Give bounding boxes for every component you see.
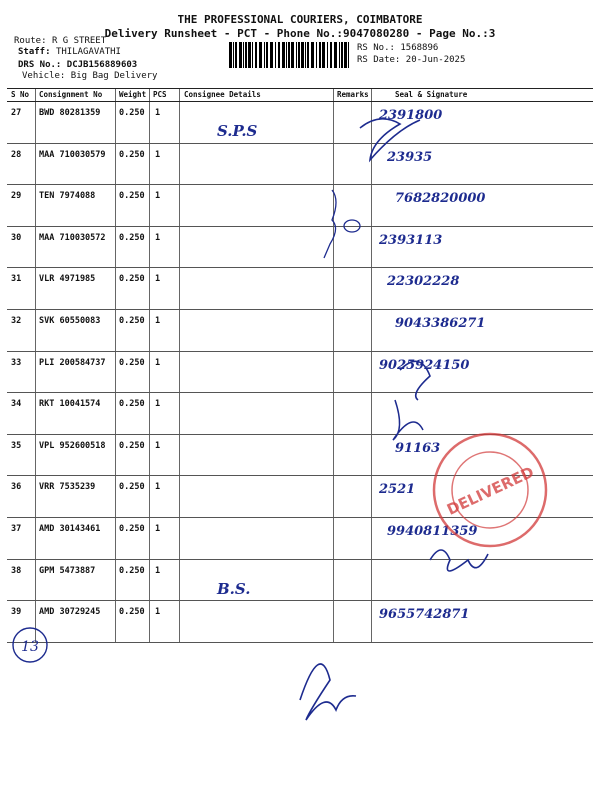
barcode-bar	[334, 42, 337, 68]
barcode-bar	[239, 42, 242, 68]
row-sno: 37	[11, 523, 22, 534]
row-consignee-handwriting: B.S.	[217, 579, 251, 598]
barcode-bar	[278, 42, 280, 68]
row-weight: 0.250	[119, 440, 145, 451]
barcode-bar	[259, 42, 262, 68]
page-mark: 13	[21, 639, 39, 655]
table-row	[7, 560, 593, 602]
row-signature-handwriting: 2393113	[379, 232, 443, 248]
row-consignment-no: SVK 60550083	[39, 315, 101, 326]
barcode-bar	[286, 42, 287, 68]
col-signature: Seal & Signature	[395, 90, 468, 99]
table-header	[7, 88, 593, 102]
row-consignment-no: VLR 4971985	[39, 274, 96, 285]
rs-no-value: 1568896	[400, 43, 439, 53]
barcode-bar	[275, 42, 276, 68]
row-weight: 0.250	[119, 315, 145, 326]
row-weight: 0.250	[119, 565, 145, 576]
row-weight: 0.250	[119, 191, 145, 202]
drs-value: DCJB156889603	[66, 60, 138, 70]
row-consignment-no: AMD 30143461	[39, 523, 101, 534]
barcode	[229, 42, 352, 68]
table-body	[7, 102, 593, 643]
row-sno: 30	[11, 232, 22, 243]
row-consignment-no: TEN 7974088	[39, 191, 96, 202]
row-weight: 0.250	[119, 523, 145, 534]
row-sno: 35	[11, 440, 22, 451]
drs-line: DRS No.: DCJB156889603	[18, 60, 138, 70]
table-row	[7, 393, 593, 435]
col-consignee: Consignee Details	[184, 90, 261, 99]
vehicle-value: Big Bag Delivery	[70, 71, 158, 81]
barcode-bar	[266, 42, 268, 68]
row-consignment-no: MAA 710030572	[39, 232, 106, 243]
barcode-bar	[311, 42, 314, 68]
rs-date-line: RS Date: 20-Jun-2025	[357, 55, 466, 65]
barcode-bar	[235, 42, 237, 68]
col-remarks: Remarks	[337, 90, 369, 99]
table-row	[7, 352, 593, 394]
row-pcs: 1	[155, 565, 161, 576]
col-weight: Weight	[119, 90, 147, 99]
barcode-bar	[339, 42, 340, 68]
row-consignment-no: MAA 710030579	[39, 149, 106, 160]
barcode-bar	[288, 42, 290, 68]
row-pcs: 1	[155, 274, 161, 285]
runsheet-table	[7, 88, 593, 643]
barcode-bar	[296, 42, 297, 68]
row-weight: 0.250	[119, 274, 145, 285]
row-weight: 0.250	[119, 482, 145, 493]
company-title: THE PROFESSIONAL COURIERS, COIMBATORE	[177, 13, 423, 26]
barcode-bar	[264, 42, 265, 68]
barcode-bar	[319, 42, 321, 68]
row-signature-handwriting: 9940811359	[387, 523, 478, 539]
row-weight: 0.250	[119, 399, 145, 410]
row-pcs: 1	[155, 108, 161, 118]
barcode-bar	[245, 42, 247, 68]
row-consignment-no: GPM 5473887	[39, 565, 96, 576]
row-consignment-no: VRR 7535239	[39, 482, 96, 493]
row-sno: 32	[11, 315, 22, 326]
row-weight: 0.250	[119, 607, 145, 618]
row-weight: 0.250	[119, 232, 145, 243]
barcode-bar	[248, 42, 251, 68]
barcode-bar	[233, 42, 234, 68]
barcode-bar	[252, 42, 253, 68]
row-signature-handwriting: 2521	[379, 482, 416, 498]
barcode-bar	[270, 42, 273, 68]
barcode-bar	[282, 42, 285, 68]
barcode-bar	[301, 42, 304, 68]
barcode-bar	[316, 42, 317, 68]
vehicle-line: Vehicle: Big Bag Delivery	[22, 71, 158, 81]
row-signature-handwriting: 9025924150	[379, 357, 470, 373]
row-consignee-handwriting: S.P.S	[217, 122, 258, 140]
row-weight: 0.250	[119, 357, 145, 368]
row-sno: 36	[11, 482, 22, 493]
barcode-bar	[305, 42, 306, 68]
table-row	[7, 185, 593, 227]
row-consignment-no: BWD 80281359	[39, 108, 101, 118]
row-sno: 31	[11, 274, 22, 285]
row-sno: 33	[11, 357, 22, 368]
table-row	[7, 144, 593, 186]
row-sno: 38	[11, 565, 22, 576]
row-pcs: 1	[155, 440, 161, 451]
rs-no-line: RS No.: 1568896	[357, 43, 439, 53]
row-pcs: 1	[155, 232, 161, 243]
barcode-bar	[341, 42, 343, 68]
route-line: Route: R G STREET	[14, 36, 107, 46]
row-signature-handwriting: 7682820000	[395, 191, 486, 207]
table-row	[7, 268, 593, 310]
row-pcs: 1	[155, 482, 161, 493]
row-signature-handwriting: 91163	[395, 440, 441, 456]
row-signature-handwriting: 22302228	[387, 274, 460, 290]
col-pcs: PCS	[153, 90, 167, 99]
staff-line: Staff: THILAGAVATHI	[18, 47, 121, 57]
row-sno: 28	[11, 149, 22, 160]
row-weight: 0.250	[119, 108, 145, 118]
route-value: R G STREET	[51, 36, 107, 46]
table-row	[7, 102, 593, 144]
table-row	[7, 310, 593, 352]
barcode-bar	[255, 42, 257, 68]
row-consignment-no: AMD 30729245	[39, 607, 101, 618]
row-pcs: 1	[155, 315, 161, 326]
row-pcs: 1	[155, 357, 161, 368]
runsheet-subtitle: Delivery Runsheet - PCT - Phone No.:9047080280 - Page No.:3	[104, 27, 496, 40]
barcode-bar	[243, 42, 244, 68]
staff-value: THILAGAVATHI	[55, 47, 121, 57]
barcode-bar	[291, 42, 294, 68]
barcode-bar	[327, 42, 328, 68]
row-weight: 0.250	[119, 149, 145, 160]
row-signature-handwriting: 23935	[387, 149, 433, 165]
barcode-bar	[348, 42, 349, 68]
row-pcs: 1	[155, 607, 161, 618]
row-signature-handwriting: 9043386271	[395, 315, 486, 331]
row-signature-handwriting: 2391800	[379, 108, 443, 123]
row-sno: 39	[11, 607, 22, 618]
table-row	[7, 227, 593, 269]
col-sno: S No	[11, 90, 30, 99]
stamp-text: DELIVERED	[444, 462, 537, 519]
barcode-bar	[229, 42, 232, 68]
barcode-bar	[298, 42, 300, 68]
row-signature-handwriting: 9655742871	[379, 607, 470, 623]
row-sno: 27	[11, 108, 22, 118]
rs-date-value: 20-Jun-2025	[405, 55, 466, 65]
barcode-bar	[307, 42, 309, 68]
delivered-stamp	[430, 430, 550, 550]
row-sno: 34	[11, 399, 22, 410]
row-pcs: 1	[155, 149, 161, 160]
barcode-bar	[322, 42, 325, 68]
row-pcs: 1	[155, 191, 161, 202]
col-consignment: Consignment No	[39, 90, 103, 99]
row-pcs: 1	[155, 523, 161, 534]
row-pcs: 1	[155, 399, 161, 410]
row-sno: 29	[11, 191, 22, 202]
row-consignment-no: PLI 200584737	[39, 357, 106, 368]
table-row	[7, 601, 593, 643]
barcode-bar	[344, 42, 347, 68]
row-consignment-no: RKT 10041574	[39, 399, 101, 410]
barcode-bar	[330, 42, 332, 68]
row-consignment-no: VPL 952600518	[39, 440, 106, 451]
